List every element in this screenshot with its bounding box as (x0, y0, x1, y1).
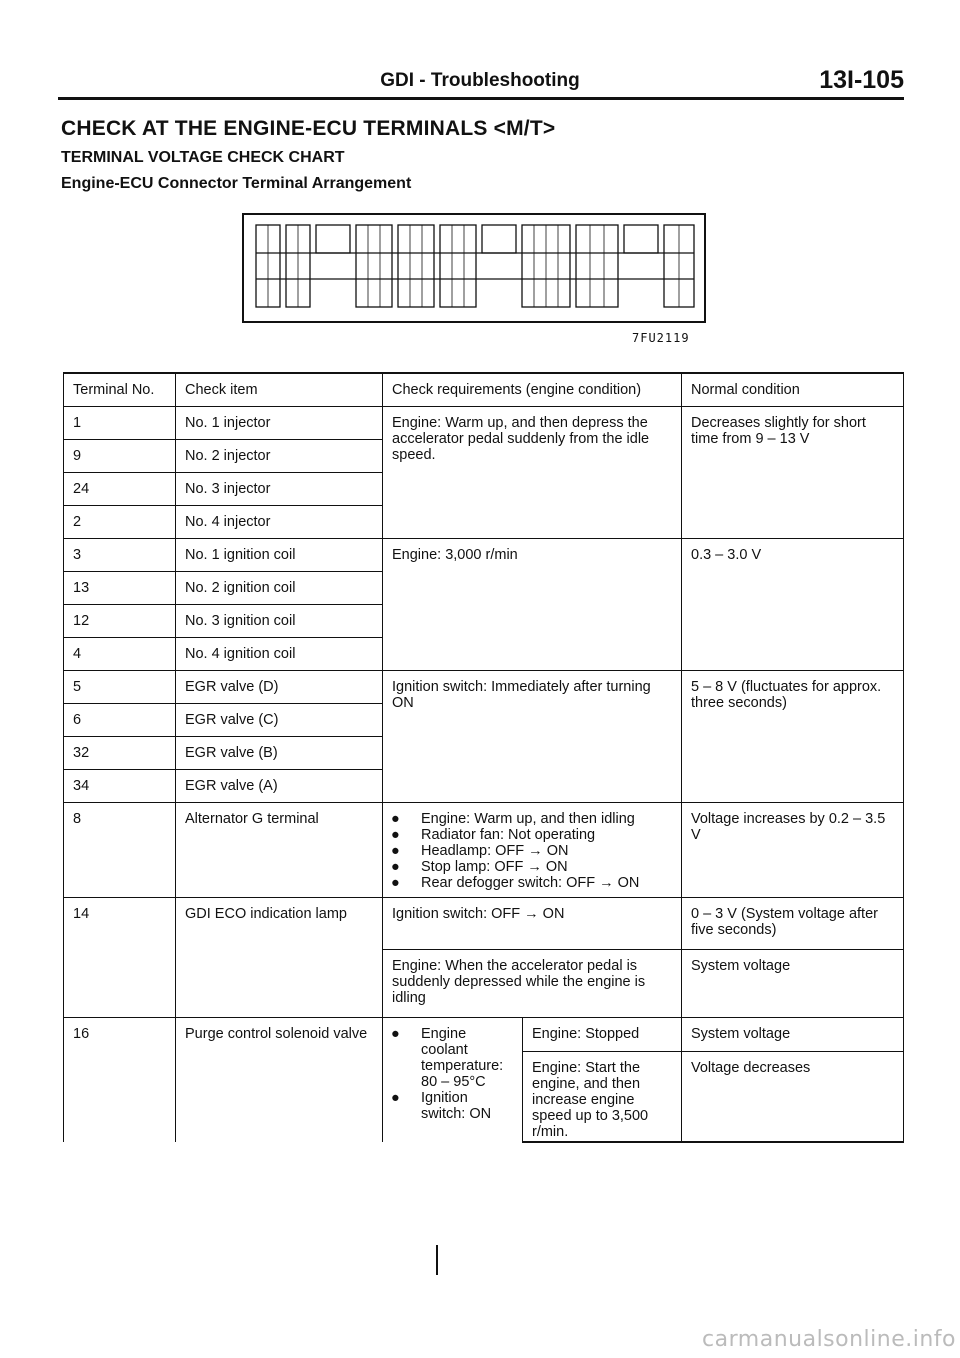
terminal-no: 13 (64, 572, 176, 605)
normal-condition: 0 – 3 V (System voltage after five seconds) (682, 898, 904, 950)
table-row (64, 803, 904, 898)
check-item: EGR valve (B) (176, 737, 383, 770)
terminal-no: 34 (64, 770, 176, 803)
table-row (64, 671, 904, 704)
normal-condition: 0.3 – 3.0 V (682, 539, 904, 671)
table-header-row (64, 373, 904, 407)
table-row (64, 407, 904, 440)
check-item: No. 2 injector (176, 440, 383, 473)
bullet-icon: ● (391, 1090, 400, 1106)
list-item: ● Headlamp: OFF → ON (385, 843, 672, 859)
header-check-item: Check item (176, 373, 383, 407)
terminal-no: 24 (64, 473, 176, 506)
normal-condition: 5 – 8 V (fluctuates for approx. three seconds) (682, 671, 904, 803)
table-row (64, 898, 904, 950)
check-requirement-list (383, 1018, 523, 1142)
terminal-no: 12 (64, 605, 176, 638)
terminal-no: 1 (64, 407, 176, 440)
check-item: No. 1 ignition coil (176, 539, 383, 572)
connector-diagram (242, 213, 706, 323)
bullet-icon: ● (391, 843, 400, 859)
header-normal-condition: Normal condition (682, 373, 904, 407)
page-mark (436, 1245, 438, 1275)
check-requirement-list (383, 803, 682, 898)
check-item: Alternator G terminal (176, 803, 383, 898)
connector-drawing (244, 215, 704, 321)
list-item: ● Engine: Warm up, and then idling (385, 811, 672, 827)
header-terminal: Terminal No. (64, 373, 176, 407)
terminal-no: 3 (64, 539, 176, 572)
check-requirement: Engine: When the accelerator pedal is suddenly depressed while the engine is idling (383, 950, 682, 1018)
check-item: GDI ECO indication lamp (176, 898, 383, 1018)
normal-condition: System voltage (682, 1018, 904, 1052)
check-item: No. 3 ignition coil (176, 605, 383, 638)
section-heading: CHECK AT THE ENGINE-ECU TERMINALS <M/T> (61, 117, 556, 140)
check-item: EGR valve (D) (176, 671, 383, 704)
check-requirement: Ignition switch: OFF → ON (383, 898, 682, 950)
bullet-icon: ● (391, 811, 400, 827)
figure-code: 7FU2119 (632, 331, 690, 345)
header-check-requirements: Check requirements (engine condition) (383, 373, 682, 407)
check-item: EGR valve (C) (176, 704, 383, 737)
check-requirement: Engine: Warm up, and then depress the accelerator pedal suddenly from the idle speed. (383, 407, 682, 539)
check-item: No. 1 injector (176, 407, 383, 440)
header-rule (58, 97, 904, 100)
check-item: No. 4 injector (176, 506, 383, 539)
bullet-icon: ● (391, 827, 400, 843)
normal-condition: Voltage increases by 0.2 – 3.5 V (682, 803, 904, 898)
list-item: ● Radiator fan: Not operating (385, 827, 672, 843)
bullet-icon: ● (391, 875, 400, 891)
list-item: ● Engine coolant temperature: 80 – 95°C (385, 1026, 513, 1090)
check-item: No. 3 injector (176, 473, 383, 506)
terminal-no: 8 (64, 803, 176, 898)
engine-state: Engine: Stopped (523, 1018, 682, 1052)
normal-condition: Voltage decreases (682, 1052, 904, 1142)
list-item: ● Stop lamp: OFF → ON (385, 859, 672, 875)
figure-heading: Engine-ECU Connector Terminal Arrangement (61, 175, 412, 192)
terminal-no: 4 (64, 638, 176, 671)
watermark: carmanualsonline.info (702, 1327, 956, 1352)
check-requirement: Engine: 3,000 r/min (383, 539, 682, 671)
terminal-no: 2 (64, 506, 176, 539)
check-item: Purge control solenoid valve (176, 1018, 383, 1142)
chart-heading: TERMINAL VOLTAGE CHECK CHART (61, 149, 345, 166)
check-requirement: Ignition switch: Immediately after turning ON (383, 671, 682, 803)
bullet-icon: ● (391, 859, 400, 875)
terminal-no: 16 (64, 1018, 176, 1142)
terminal-no: 9 (64, 440, 176, 473)
page-number: 13I-105 (819, 66, 904, 94)
check-item: EGR valve (A) (176, 770, 383, 803)
page-header-title: GDI - Troubleshooting (380, 70, 580, 91)
terminal-no: 5 (64, 671, 176, 704)
engine-state: Engine: Start the engine, and then increase engine speed up to 3,500 r/min. (523, 1052, 682, 1142)
bullet-icon: ● (391, 1026, 400, 1042)
normal-condition: System voltage (682, 950, 904, 1018)
terminal-no: 14 (64, 898, 176, 1018)
table-row (64, 1018, 904, 1052)
table-row (64, 539, 904, 572)
terminal-no: 32 (64, 737, 176, 770)
check-item: No. 2 ignition coil (176, 572, 383, 605)
list-item: ● Rear defogger switch: OFF → ON (385, 875, 672, 891)
normal-condition: Decreases slightly for short time from 9 – 13 V (682, 407, 904, 539)
list-item: ● Ignition switch: ON (385, 1090, 513, 1122)
check-item: No. 4 ignition coil (176, 638, 383, 671)
terminal-no: 6 (64, 704, 176, 737)
terminal-voltage-table (63, 372, 904, 1143)
